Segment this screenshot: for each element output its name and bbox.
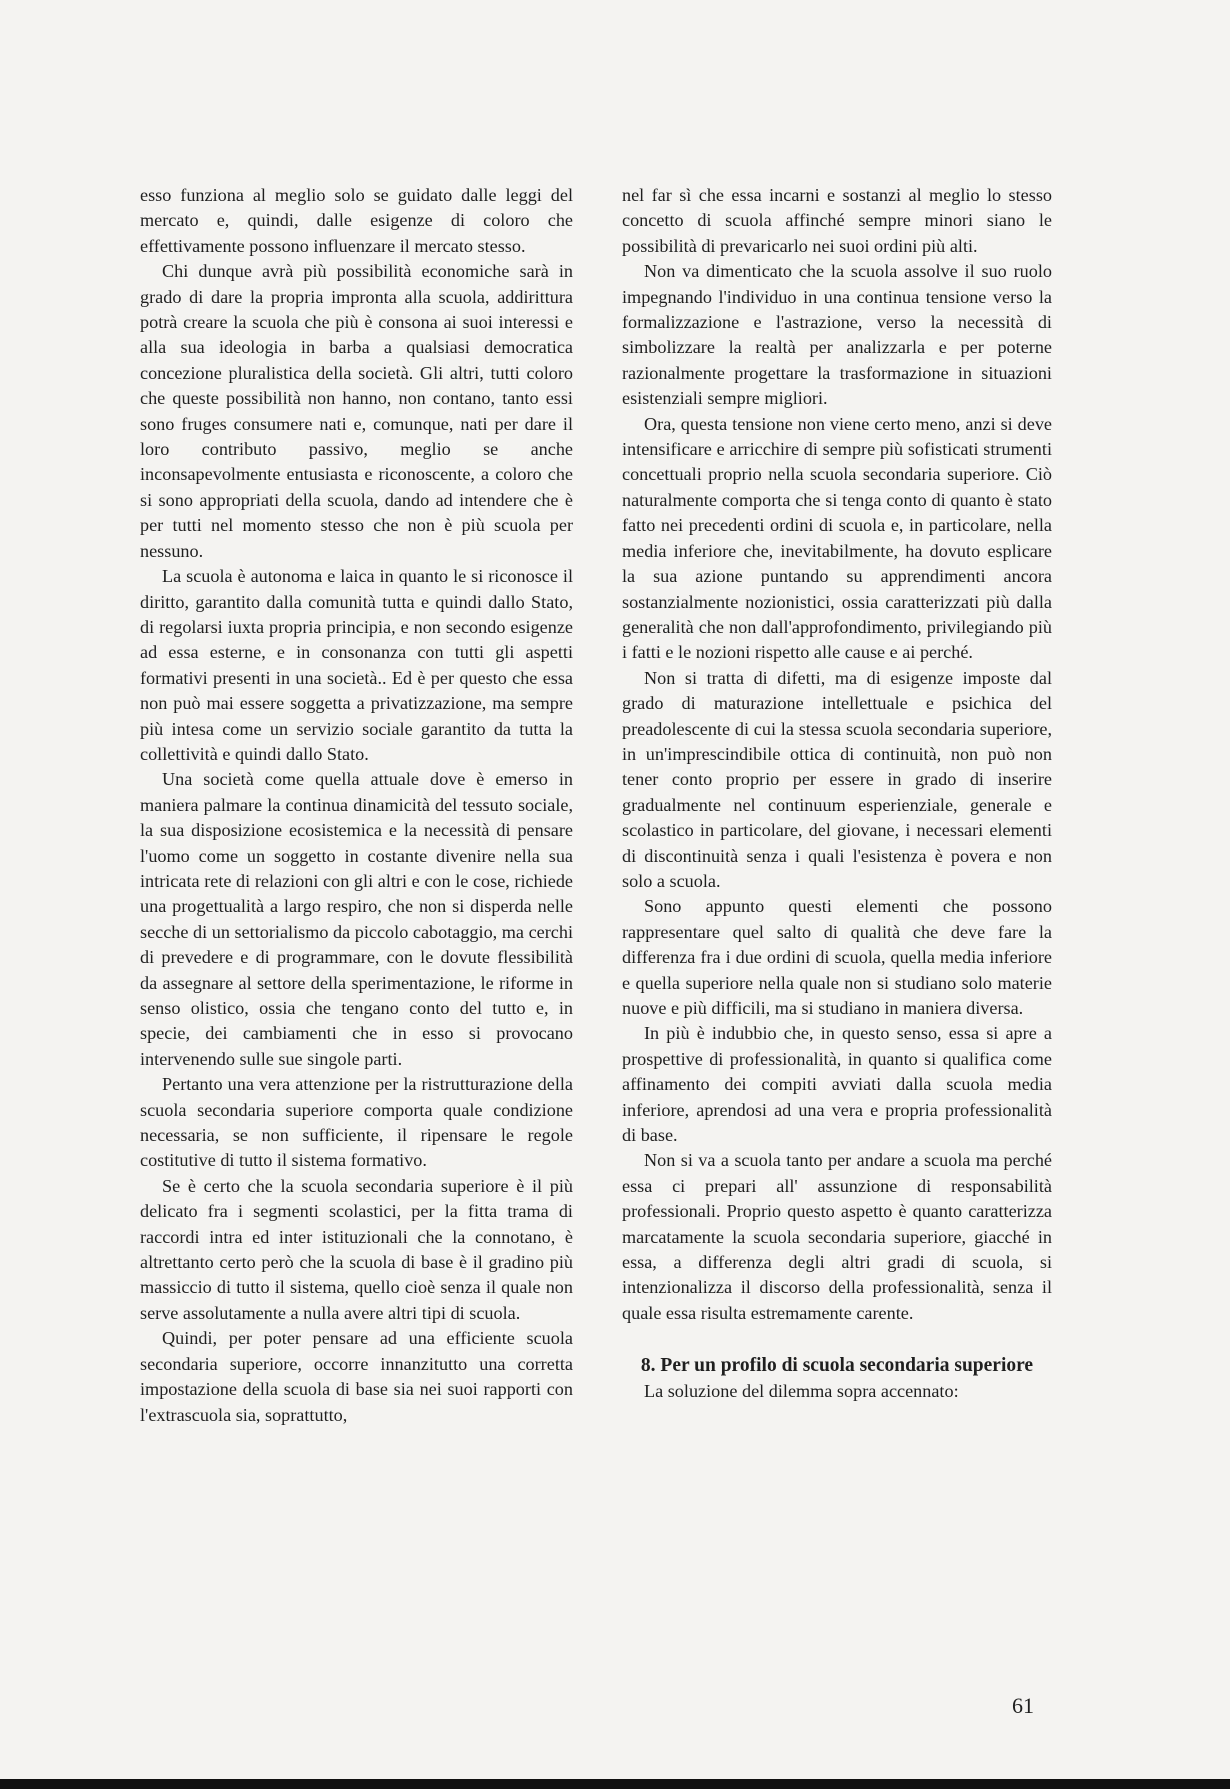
paragraph: Ora, questa tensione non viene certo meno, anzi si deve intensificare e arricchire di sempre più sofisticati strumenti concettuali proprio nella scuola secondaria superiore. Ciò naturalmente comporta che si tenga conto di quanto è stato fatto nei precedenti ordini di scuola e, in particolare, nella media inferiore che, inevitabilmente, ha dovuto esplicare la sua azione puntando su apprendimenti ancora sostanzialmente nozionistici, ossia caratterizzati più dalla generalità che non dall'approfondimento, privilegiando più i fatti e le nozioni rispetto alle cause e ai perché. [622, 413, 1052, 663]
paragraph: In più è indubbio che, in questo senso, essa si apre a prospettive di professionalità, in quanto si qualifica come affinamento dei compiti avviati dalla scuola media inferiore, aprendosi ad una vera e propria professionalità di base. [622, 1023, 1052, 1146]
paragraph: Chi dunque avrà più possibilità economiche sarà in grado di dare la propria impronta alla scuola, addirittura potrà creare la scuola che più è consona ai suoi interessi e alla sua ideologia in barba a qualsiasi democratica concezione pluralistica della società. Gli altri, tutti coloro che queste possibilità non hanno, non contano, tanto essi sono fruges consumere nati e, comunque, nati per dare il loro contributo passivo, meglio se anche inconsapevolmente entusiasta e riconoscente, a coloro che si sono appropriati della scuola, dando ad intendere che è per tutti nel momento stesso che non è più scuola per nessuno. [140, 261, 573, 561]
paragraph: Non si tratta di difetti, ma di esigenze imposte dal grado di maturazione intellettuale e psichica del preadolescente di cui la stessa scuola secondaria superiore, in un'imprescindibile ottica di continuità, non può non tener conto proprio per essere in grado di inserire gradualmente nel continuum esperienziale, generale e scolastico in particolare, del giovane, i necessari elementi di discontinuità senza i quali l'esistenza è povera e non solo a scuola. [622, 667, 1052, 891]
paragraph: nel far sì che essa incarni e sostanzi al meglio lo stesso concetto di scuola affinché sempre minori siano le possibilità di prevaricarlo nei suoi ordini più alti. [622, 185, 1052, 256]
paragraph: Una società come quella attuale dove è emerso in maniera palmare la continua dinamicità del tessuto sociale, la sua disposizione ecosistemica e la necessità di pensare l'uomo come un soggetto in costante divenire nella sua intricata rete di relazioni con gli altri e con le cose, richiede una progettualità a largo respiro, che non si disperda nelle secche di un settorialismo da piccolo cabotaggio, ma cerchi di prevedere e di programmare, con le dovute flessibilità da assegnare al settore della sperimentazione, le riforme in senso olistico, ossia che tengano conto del tutto e, in specie, dei cambiamenti che in esso si provocano intervenendo sulle sue singole parti. [140, 769, 573, 1069]
page-edge [0, 1779, 1230, 1789]
section-first-line: La soluzione del dilemma sopra accennato: [644, 1381, 959, 1402]
paragraph: Sono appunto questi elementi che possono rappresentare quel salto di qualità che deve fare la differenza fra i due ordini di scuola, quella media inferiore e quella superiore nella quale non si studiano solo materie nuove e più difficili, ma si studiano in maniera diversa. [622, 896, 1052, 1018]
paragraph: La scuola è autonoma e laica in quanto le si riconosce il diritto, garantito dalla comunità tutta e quindi dallo Stato, di regolarsi iuxta propria principia, e non secondo esigenze ad essa esterne, e in consonanza con tutti gli aspetti formativi presenti in una società.. Ed è per questo che essa non può mai essere soggetta a privatizzazione, ma sempre più intesa come un servizio sociale garantito da tutta la collettività e quindi dallo Stato. [140, 566, 573, 764]
paragraph: Quindi, per poter pensare ad una efficiente scuola secondaria superiore, occorre innanzitutto una corretta impostazione della scuola di base sia nei suoi rapporti con l'extrascuola sia, soprattutto, [140, 1328, 573, 1425]
paragraph: esso funziona al meglio solo se guidato dalle leggi del mercato e, quindi, dalle esigenze di coloro che effettivamente possono influenzare il mercato stesso. [140, 185, 573, 256]
paragraph: Pertanto una vera attenzione per la ristrutturazione della scuola secondaria superiore comporta quale condizione necessaria, se non sufficiente, il ripensare le regole costitutive di tutto il sistema formativo. [140, 1074, 573, 1171]
section-heading: 8. Per un profilo di scuola secondaria superiore [640, 1355, 1034, 1377]
paragraph: Non si va a scuola tanto per andare a scuola ma perché essa ci prepari all' assunzione di responsabilità professionali. Proprio questo aspetto è quanto caratterizza marcatamente la scuola secondaria superiore, giacché in essa, a differenza degli altri gradi di scuola, si intenzionalizza il discorso della professionalità, senza il quale essa risulta estremamente carente. [622, 1150, 1052, 1323]
left-column [140, 183, 573, 1428]
right-column [622, 183, 1052, 1405]
paragraph: Non va dimenticato che la scuola assolve il suo ruolo impegnando l'individuo in una continua tensione verso la formalizzazione e l'astrazione, verso la necessità di simbolizzare la realtà per analizzarla e per poterne razionalmente progettare la trasformazione in situazioni esistenziali sempre migliori. [622, 261, 1052, 409]
page-number: 61 [1012, 1693, 1034, 1718]
paragraph: Se è certo che la scuola secondaria superiore è il più delicato fra i segmenti scolastici, per la fitta trama di raccordi intra ed inter istituzionali che la connotano, è altrettanto certo però che la scuola di base è il gradino più massiccio di tutto il sistema, quello cioè senza il quale non serve assolutamente a nulla avere altri tipi di scuola. [140, 1175, 573, 1323]
